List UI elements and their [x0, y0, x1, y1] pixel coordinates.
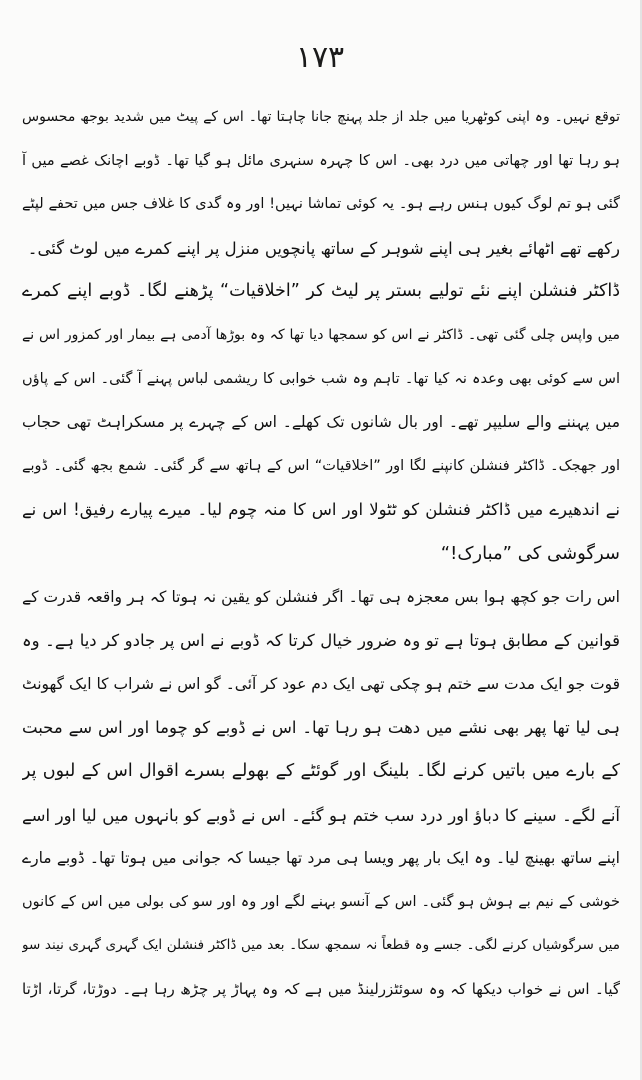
text-line-9: اور جھجک۔ ڈاکٹر فنشلن کانپنے لگا اور ”اخلاقیات“ اس کے ہاتھ سے گر گئی۔ شمع بجھ گئی۔ ڈوبے	[22, 457, 620, 474]
text-line-6: میں واپس چلی گئی تھی۔ ڈاکٹر نے اس کو سمجھا دیا تھا کہ وہ بوڑھا آدمی ہے بیمار اور کمزور اس نے	[22, 326, 620, 343]
text-line-1: توقع نہیں۔ وہ اپنی کوٹھریا میں جلد از جلد پہنچ جانا چاہتا تھا۔ اس کے پیٹ میں شدید بوجھ محسوس	[22, 109, 620, 125]
text-line-10: نے اندھیرے میں ڈاکٹر فنشلن کو ٹٹولا اور اس کا منہ چوم لیا۔ میرے پیارے رفیق! اس نے	[22, 500, 620, 520]
text-line-20: میں سرگوشیاں کرنے لگی۔ جسے وہ قطعاً نہ سمجھ سکا۔ بعد میں ڈاکٹر فنشلن ایک گہری گہری نیند سو	[22, 937, 620, 954]
text-line-19: خوشی کے نیم بے ہوش ہو گئی۔ اس کے آنسو بہنے لگے اور وہ اور سو کی بولی میں اس کے کانوں	[22, 893, 620, 910]
text-line-14: قوت جو ایک مدت سے ختم ہو چکی تھی ایک دم عود کر آئی۔ گو اس نے شراب کا ایک گھونٹ	[22, 674, 620, 693]
page-body-text	[22, 96, 620, 1011]
text-line-3: گئی ہو تم لوگ کیوں ہنس رہے ہو۔ یہ کوئی تماشا نہیں! اور وہ گدی کا غلاف جس میں تحفے لپٹے	[22, 196, 620, 213]
text-line-5: ڈاکٹر فنشلن اپنے نئے تولیے بستر پر لیٹ کر ”اخلاقیات“ پڑھنے لگا۔ ڈوبے اپنے کمرے	[22, 281, 620, 302]
page-number: ۱۷۳	[295, 40, 345, 75]
text-line-12: اس رات جو کچھ ہوا بس معجزہ ہی تھا۔ اگر فنشلن کو یقین نہ ہوتا کہ ہر واقعہ قدرت کے	[22, 587, 620, 606]
text-line-4: رکھے تھے اٹھائے بغیر ہی اپنے شوہر کے ساتھ پانچویں منزل پر اپنے کمرے میں لوٹ گئی۔	[27, 238, 620, 258]
text-line-7: اس سے کوئی بھی وعدہ نہ کیا تھا۔ تاہم وہ شب خوابی کا ریشمی لباس پہنے آ گئی۔ اس کے پاؤں	[22, 370, 620, 387]
text-line-15: ہی لیا تھا پھر بھی نشے میں دھت ہو رہا تھا۔ اس نے ڈوبے کو چوما اور اس سے محبت	[22, 718, 620, 738]
text-line-8: میں پہننے والے سلیپر تھے۔ اور بال شانوں تک کھلے۔ اس کے چہرے پر مسکراہٹ تھی حجاب	[22, 413, 620, 432]
text-line-13: قوانین کے مطابق ہوتا ہے تو وہ ضرور خیال کرتا کہ ڈوبے نے اس پر جادو کر دیا ہے۔ وہ	[22, 631, 620, 651]
text-line-17: آنے لگے۔ سینے کا دباؤ اور درد سب ختم ہو گئے۔ اس نے ڈوبے کو بانہوں میں لیا اور اسے	[22, 805, 620, 825]
text-line-16: کے بارے میں باتیں کرنے لگا۔ بلینگ اور گوئٹے کے بھولے بسرے اقوال اس کے لبوں پر	[22, 760, 620, 781]
text-line-11: سرگوشی کی ”مبارک!“	[440, 542, 620, 564]
text-line-2: ہو رہا تھا اور چھاتی میں درد بھی۔ اس کا چہرہ سنہری مائل ہو گیا تھا۔ ڈوبے اچانک غصے میں آ	[22, 152, 620, 169]
text-line-18: اپنے ساتھ بھینچ لیا۔ وہ ایک بار پھر ویسا ہی مرد تھا جیسا کہ جوانی میں ہوتا تھا۔ ڈوبے مارے	[22, 849, 620, 868]
text-line-21: گیا۔ اس نے خواب دیکھا کہ وہ سوئٹزرلینڈ میں ہے کہ وہ پہاڑ پر چڑھ رہا ہے۔ دوڑتا، گرتا، اڑتا	[22, 979, 620, 998]
